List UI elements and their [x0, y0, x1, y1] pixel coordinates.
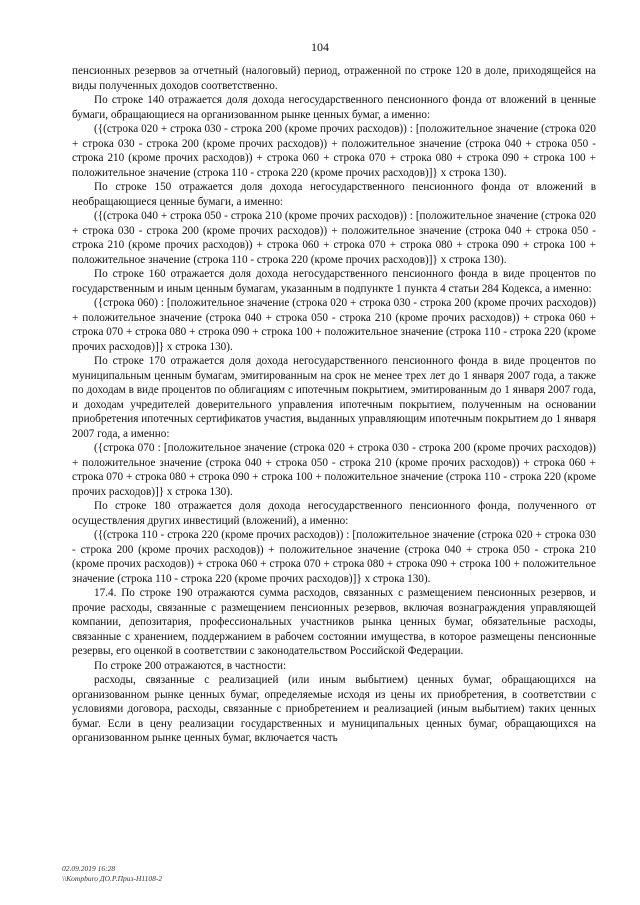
formula-paragraph: ({строка 060) : [положительное значение (строка 020 + строка 030 - строка 200 (кроме прочих расходов)) + положительное значение (строка 040 + строка 050 - строка 210 (кроме прочих расходов)) + строка 060 + строка 070 + строка 080 + строка 090 + строка 100 + положительное значение (строка 110 - строка 220 (кроме прочих расходов)]} х строка 130). [72, 297, 596, 353]
footer-stamp [62, 864, 162, 883]
formula-paragraph: ({строка 070 : [положительное значение (строка 020 + строка 030 - строка 200 (кроме прочих расходов)) + положительное значение (строка 040 + строка 050 - строка 210 (кроме прочих расходов)) + строка 060 + строка 070 + строка 080 + строка 090 + строка 100 + положительное значение (строка 110 - строка 220 (кроме прочих расходов)]} х строка 130). [72, 442, 596, 498]
paragraph: По строке 170 отражается доля дохода негосударственного пенсионного фонда в виде процентов по муниципальным ценным бумагам, эмитированным на срок не менее трех лет до 1 января 2007 года, а также по доходам в виде процентов по облигациям с ипотечным покрытием, эмитированным до 1 января 2007 года, и доходам учредителей доверительного управления ипотечным покрытием, полученным на основании приобретения ипотечных сертификатов участия, выданных управляющим ипотечным покрытием до 1 января 2007 года, а именно: [72, 355, 596, 440]
document-body [72, 64, 596, 746]
paragraph: расходы, связанные с реализацией (или иным выбытием) ценных бумаг, обращающихся на организованном рынке ценных бумаг, определяемые исходя из цены их приобретения, в соответствии с условиями договора, расходы, связанные с приобретением и реализацией (иным выбытием) таких ценных бумаг. Если в цену реализации государственных и муниципальных ценных бумаг, обращающихся на организованном рынке ценных бумаг, включается часть [72, 674, 596, 744]
paragraph: По строке 200 отражаются, в частности: [94, 659, 287, 672]
formula-paragraph: ({(строка 040 + строка 050 - строка 210 (кроме прочих расходов)) : [положительное значение (строка 020 + строка 030 - строка 200 (кроме прочих расходов)) + положительное значение (строка 040 + строка 050 - строка 210 (кроме прочих расходов)) + строка 060 + строка 070 + строка 080 + строка 090 + строка 100 + положительное значение (строка 110 - строка 220 (кроме прочих расходов)]} х строка 130). [72, 210, 596, 266]
paragraph: По строке 160 отражается доля дохода негосударственного пенсионного фонда в виде процентов по государственным и иным ценным бумагам, указанным в подпункте 1 пункта 4 статьи 284 Кодекса, а именно: [72, 268, 596, 295]
paragraph: По строке 180 отражается доля дохода негосударственного пенсионного фонда, полученного от осуществления других инвестиций (вложений), а именно: [72, 500, 596, 527]
paragraph: По строке 150 отражается доля дохода негосударственного пенсионного фонда от вложений в необращающиеся ценные бумаги, а именно: [72, 181, 596, 208]
paragraph: пенсионных резервов за отчетный (налоговый) период, отраженной по строке 120 в доле, приходящейся на виды полученных доходов соответственно. [72, 65, 596, 92]
footer-file-path: \\Kompburo ДО.Р.Приз-Н1108-2 [62, 873, 163, 883]
footer-timestamp: 02.09.2019 16:28 [62, 864, 116, 873]
formula-paragraph: ({(строка 110 - строка 220 (кроме прочих расходов)) : [положительное значение (строка 020 + строка 030 - строка 200 (кроме прочих расходов)) + положительное значение (строка 040 + строка 050 - строка 210 (кроме прочих расходов)) + строка 060 + строка 070 + строка 080 + строка 090 + строка 100 + положительное значение (строка 110 - строка 220 (кроме прочих расходов)]} х строка 130). [72, 529, 596, 585]
formula-paragraph: ({(строка 020 + строка 030 - строка 200 (кроме прочих расходов)) : [положительное значение (строка 020 + строка 030 - строка 200 (кроме прочих расходов)) + положительное значение (строка 040 + строка 050 - строка 210 (кроме прочих расходов)) + строка 060 + строка 070 + строка 080 + строка 090 + строка 100 + положительное значение (строка 110 - строка 220 (кроме прочих расходов)]} х строка 130). [72, 123, 596, 179]
paragraph: 17.4. По строке 190 отражаются сумма расходов, связанных с размещением пенсионных резервов, и прочие расходы, связанные с размещением пенсионных резервов, включая вознаграждения управляющей компании, депозитария, профессиональных участников рынка ценных бумаг, обязательные расходы, связанные с хранением, поддержанием в рабочем состоянии имущества, в которое размещены пенсионные резервы, его оценкой в соответствии с законодательством Российской Федерации. [72, 587, 596, 657]
page-number: 104 [311, 40, 329, 54]
paragraph: По строке 140 отражается доля дохода негосударственного пенсионного фонда от вложений в ценные бумаги, обращающиеся на организованном рынке ценных бумаг, а именно: [72, 94, 596, 121]
